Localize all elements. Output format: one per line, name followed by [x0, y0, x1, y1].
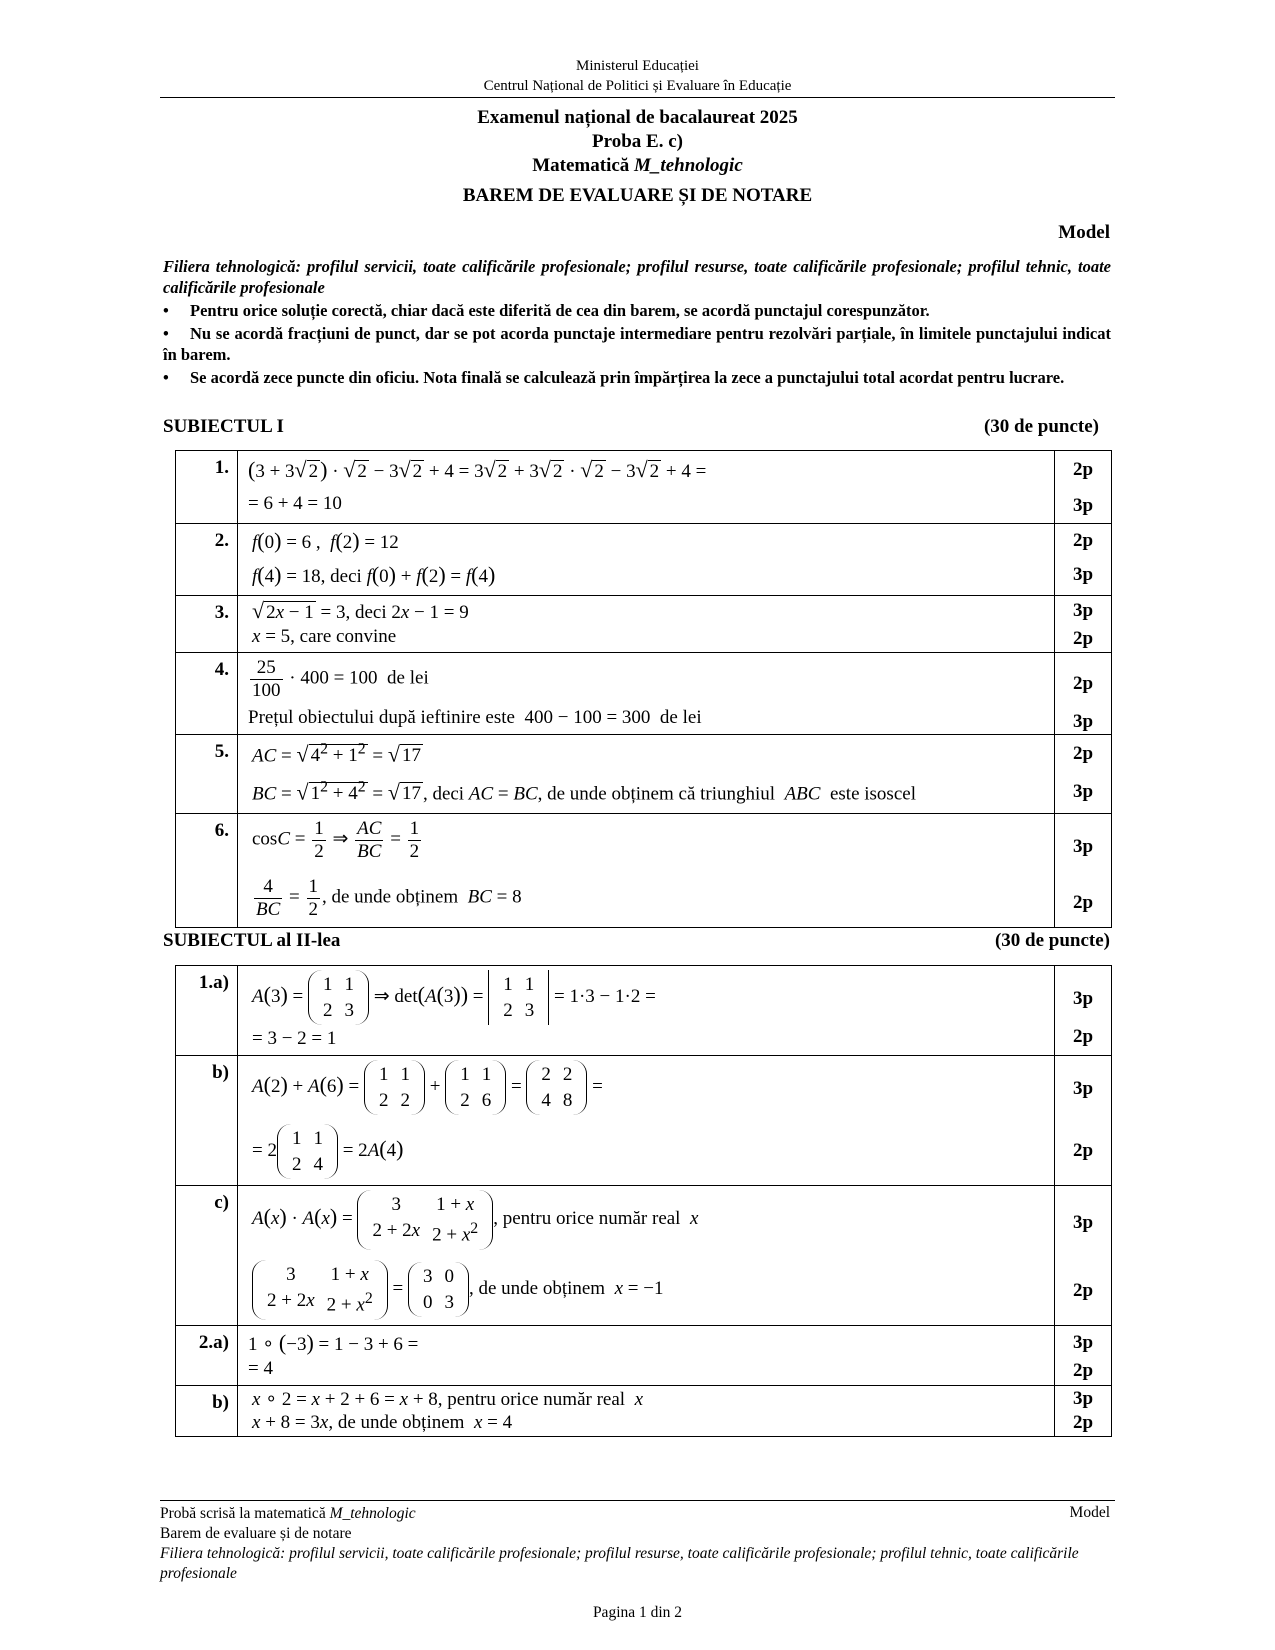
solution-line: cosC = $\frac{1}{2}$ ⇒ $\frac{AC}{BC}$ = $\frac{1}{2}$: [252, 818, 420, 862]
item-solution: [238, 1326, 1055, 1386]
solution-line: A(3) = 1 1 2 3 ⇒ det(A(3)) = 1 1 2 3 = 1·3 − 1·2 =: [252, 970, 1040, 1028]
bullet-1: • Pentru orice soluție corectă, chiar dacă este diferită de cea din barem, se acordă punctajul corespunzător.: [163, 300, 1111, 321]
subiectul-2-points: (30 de puncte): [994, 930, 1110, 951]
table-row: [176, 735, 1112, 814]
item-number: 2.a): [176, 1326, 238, 1386]
item-number: 5.: [176, 735, 238, 814]
item-points: 3p 2p: [1055, 1186, 1112, 1326]
table-row: [176, 1326, 1112, 1386]
table-row: [176, 1056, 1112, 1186]
item-solution: [238, 735, 1055, 814]
item-solution: [238, 966, 1055, 1056]
subiectul-1-title: SUBIECTUL I: [163, 416, 284, 437]
solution-line: x ∘ 2 = x + 2 + 6 = x + 8, pentru orice număr real x: [252, 1389, 644, 1410]
table-row: [176, 653, 1112, 735]
footer-line-3: Filiera tehnologică: profilul servicii, toate calificările profesionale; profilul resurse, toate calificările profesionale; profilul tehnic, toate calificările profesionale: [160, 1545, 1079, 1582]
item-solution: [238, 1056, 1055, 1186]
item-points: 3p 2p: [1055, 1056, 1112, 1186]
footer-divider: [160, 1500, 1115, 1501]
solution-line: f(0) = 6 , f(2) = 12: [252, 528, 399, 553]
item-solution: [238, 1186, 1055, 1326]
item-solution: [238, 524, 1055, 596]
solution-line: 3 1 + x 2 + 2x $2 + x^2$ = 3 0 0 3 , de unde obținem x = −1: [252, 1260, 1040, 1320]
solution-line: = 6 + 4 = 10: [248, 493, 342, 514]
solution-line: BC = √ $1^2 + 4^2$ = √ 17 , deci AC = BC, de unde obținem că triunghiul ABC este isoscel: [252, 779, 916, 805]
item-number: 1.a): [176, 966, 238, 1056]
solution-line: f(4) = 18, deci f(0) + f(2) = f(4): [252, 562, 496, 587]
solution-line: x = 5, care convine: [252, 626, 397, 647]
solution-line: A(x) · A(x) = 3 1 + x 2 + 2x $2 + x^2$ , pentru orice număr real x: [252, 1190, 1040, 1260]
table-row: [176, 596, 1112, 653]
item-number: 6.: [176, 814, 238, 928]
footer-line-1: Probă scrisă la matematică M_tehnologic: [160, 1505, 416, 1522]
table-row: [176, 524, 1112, 596]
solution-line: 1 ∘ (−3) = 1 − 3 + 6 =: [248, 1330, 419, 1355]
page-number: Pagina 1 din 2: [592, 1604, 683, 1621]
solution-line: Prețul obiectului după ieftinire este 400 − 100 = 300 de lei: [248, 707, 702, 728]
solution-line: √ 2x − 1 = 3, deci 2x − 1 = 9: [252, 598, 469, 623]
item-number: b): [176, 1056, 238, 1186]
item-number: c): [176, 1186, 238, 1326]
item-points: 2p 3p: [1055, 735, 1112, 814]
item-solution: [238, 596, 1055, 653]
solution-line: = 2 1 1 2 4 = 2A(4): [252, 1124, 1040, 1179]
item-solution: [238, 653, 1055, 735]
item-points: 3p 2p: [1055, 1326, 1112, 1386]
ministry-header: Ministerul Educației: [576, 58, 699, 74]
item-number: 3.: [176, 596, 238, 653]
subiectul-2-title: SUBIECTUL al II-lea: [163, 930, 341, 951]
table-row: [176, 451, 1112, 524]
barem-title: BAREM DE EVALUARE ȘI DE NOTARE: [462, 185, 813, 206]
subiectul-1-points: (30 de puncte): [983, 416, 1099, 437]
subject-title: Matematică M_tehnologic: [532, 155, 743, 176]
table-row: [176, 966, 1112, 1056]
solution-line: A(2) + A(6) = 1 1 2 2 + 1 1 2 6 = 2 2 4 8 =: [252, 1060, 1040, 1124]
item-points: 2p 3p: [1055, 653, 1112, 735]
footer-model: Model: [1069, 1504, 1110, 1521]
table-row: [176, 814, 1112, 928]
solution-line: = 3 − 2 = 1: [252, 1028, 337, 1049]
item-solution: [238, 814, 1055, 928]
table-row: [176, 1386, 1112, 1437]
center-header: Centrul Național de Politici și Evaluare în Educație: [483, 78, 792, 94]
item-solution: [238, 451, 1055, 524]
subiectul-2-table: [175, 965, 1112, 1437]
table-row: [176, 1186, 1112, 1326]
header-divider: [160, 97, 1115, 98]
solution-line: $\frac{25}{100}$ · 400 = 100 de lei: [252, 657, 429, 701]
item-number: b): [176, 1386, 238, 1437]
exam-title: Examenul național de bacalaureat 2025: [477, 107, 798, 128]
solution-line: x + 8 = 3x, de unde obținem x = 4: [252, 1412, 513, 1433]
subiectul-1-table: [175, 450, 1112, 928]
filiera-text: Filiera tehnologică: profilul servicii, toate calificările profesionale; profilul resurse, toate calificările profesionale; profilul tehnic, toate calificările profesionale: [163, 257, 1111, 297]
proba-title: Proba E. c): [592, 131, 683, 152]
item-solution: [238, 1386, 1055, 1437]
bullet-2: • Nu se acordă fracțiuni de punct, dar se pot acorda punctaje intermediare pentru rezolvări parțiale, în limitele punctajului indicat în barem.: [163, 323, 1111, 365]
item-number: 2.: [176, 524, 238, 596]
bullet-3: • Se acordă zece puncte din oficiu. Nota finală se calculează prin împărțirea la zece a punctajului total acordat pentru lucrare.: [163, 367, 1111, 388]
model-label: Model: [1058, 222, 1110, 243]
item-points: 2p 3p: [1055, 524, 1112, 596]
item-points: 3p 2p: [1055, 966, 1112, 1056]
solution-line: = 4: [248, 1358, 273, 1379]
item-points: 2p 3p: [1055, 451, 1112, 524]
solution-line: AC = √ $4^2 + 1^2$ = √ 17: [252, 741, 421, 767]
solution-line: $\frac{4}{BC}$ = $\frac{1}{2}$ , de unde obținem BC = 8: [256, 876, 522, 920]
item-number: 1.: [176, 451, 238, 524]
item-points: 3p 2p: [1055, 814, 1112, 928]
intro-block: [163, 256, 1111, 388]
solution-line: (3 + 3√ 2) · √ 2 − 3√ 2 + 4 = 3√ 2 + 3√ 2 · √ 2 − 3√ 2 + 4 =: [248, 457, 707, 482]
item-points: 3p 2p: [1055, 596, 1112, 653]
item-points: 3p 2p: [1055, 1386, 1112, 1437]
item-number: 4.: [176, 653, 238, 735]
footer-line-2: Barem de evaluare și de notare: [160, 1525, 352, 1542]
